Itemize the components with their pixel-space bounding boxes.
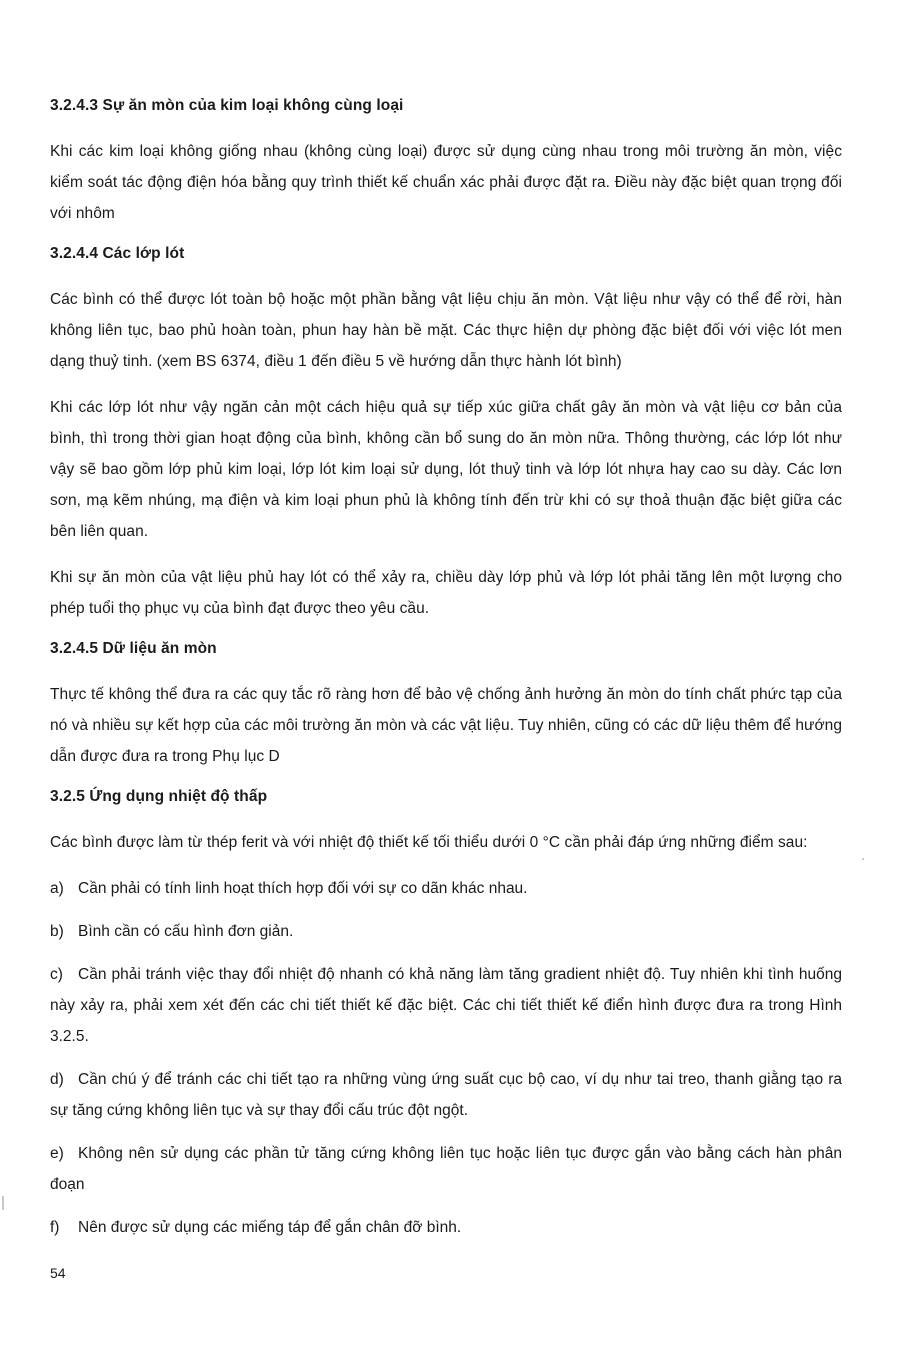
page-number: 54 [50,1265,66,1281]
paragraph-linings-intro: Các bình có thể được lót toàn bộ hoặc một phần bằng vật liệu chịu ăn mòn. Vật liệu như vậy có thể để rời, hàn không liên tục, bao phủ hoàn toàn, phun hay hàn bề mặt. Các thực hiện dự phòng đặc biệt đối với việc lót men dạng thuỷ tinh. (xem BS 6374, điều 1 đến điều 5 về hướng dẫn thực hành lót bình) [50,291,842,370]
list-item-text: Cần phải có tính linh hoạt thích hợp đối với sự co dãn khác nhau. [78,880,528,897]
list-marker: a) [50,880,64,897]
list-marker: e) [50,1145,64,1162]
list-item [50,1138,842,1200]
section-heading-3-2-4-5: 3.2.4.5 Dữ liệu ăn mòn [50,640,217,657]
paragraph-linings-effect: Khi các lớp lót như vậy ngăn cản một cách hiệu quả sự tiếp xúc giữa chất gây ăn mòn và vật liệu cơ bản của bình, thì trong thời gian hoạt động của bình, không cần bổ sung do ăn mòn nữa. Thông thường, các lớp lót như vậy sẽ bao gồm lớp phủ kim loại, lớp lót kim loại sử dụng, lót thuỷ tinh và lớp lót nhựa hay cao su dày. Các lơn sơn, mạ kẽm nhúng, mạ điện và kim loại phun phủ là không tính đến trừ khi có sự thoả thuận đặc biệt giữa các bên liên quan. [50,399,842,540]
scan-speck [862,858,864,860]
paragraph-low-temperature-intro: Các bình được làm từ thép ferit và với nhiệt độ thiết kế tối thiểu dưới 0 °C cần phải đáp ứng những điểm sau: [50,834,808,851]
list-item [50,916,842,947]
scan-speck [2,1196,4,1210]
section-heading-3-2-4-4: 3.2.4.4 Các lớp lót [50,245,185,262]
list-marker: b) [50,923,64,940]
section-heading-3-2-4-3: 3.2.4.3 Sự ăn mòn của kim loại không cùng loại [50,97,404,114]
list-item [50,1212,842,1243]
list-marker: c) [50,966,63,983]
paragraph-corrosion-data: Thực tế không thể đưa ra các quy tắc rõ ràng hơn để bảo vệ chống ảnh hưởng ăn mòn do tính chất phức tạp của nó và nhiều sự kết hợp của các môi trường ăn mòn và các vật liệu. Tuy nhiên, cũng có các dữ liệu thêm để hướng dẫn được đưa ra trong Phụ lục D [50,686,842,765]
list-item [50,959,842,1052]
list-item [50,1064,842,1126]
list-item-text: Không nên sử dụng các phần tử tăng cứng không liên tục hoặc liên tục được gắn vào bằng cách hàn phân đoạn [50,1145,842,1193]
list-marker: d) [50,1071,64,1088]
list-marker: f) [50,1219,60,1236]
document-page [50,96,842,1255]
list-item-text: Bình cần có cấu hình đơn giản. [78,923,294,940]
section-heading-3-2-5: 3.2.5 Ứng dụng nhiệt độ thấp [50,788,268,805]
list-item-text: Nên được sử dụng các miếng táp để gắn chân đỡ bình. [78,1219,462,1236]
list-item [50,873,842,904]
list-item-text: Cần chú ý để tránh các chi tiết tạo ra những vùng ứng suất cục bộ cao, ví dụ như tai treo, thanh giằng tạo ra sự tăng cứng không liên tục và sự thay đổi cấu trúc đột ngột. [50,1071,842,1119]
list-item-text: Cần phải tránh việc thay đổi nhiệt độ nhanh có khả năng làm tăng gradient nhiệt độ. Tuy nhiên khi tình huống này xảy ra, phải xem xét đến các chi tiết thiết kế đặc biệt. Các chi tiết thiết kế điển hình được đưa ra trong Hình 3.2.5. [50,966,842,1045]
paragraph-linings-thickness: Khi sự ăn mòn của vật liệu phủ hay lót có thể xảy ra, chiều dày lớp phủ và lớp lót phải tăng lên một lượng cho phép tuổi thọ phục vụ của bình đạt được theo yêu cầu. [50,569,842,617]
paragraph-dissimilar-metals: Khi các kim loại không giống nhau (không cùng loại) được sử dụng cùng nhau trong môi trường ăn mòn, việc kiểm soát tác động điện hóa bằng quy trình thiết kế chuẩn xác phải được đặt ra. Điều này đặc biệt quan trọng đối với nhôm [50,143,842,222]
